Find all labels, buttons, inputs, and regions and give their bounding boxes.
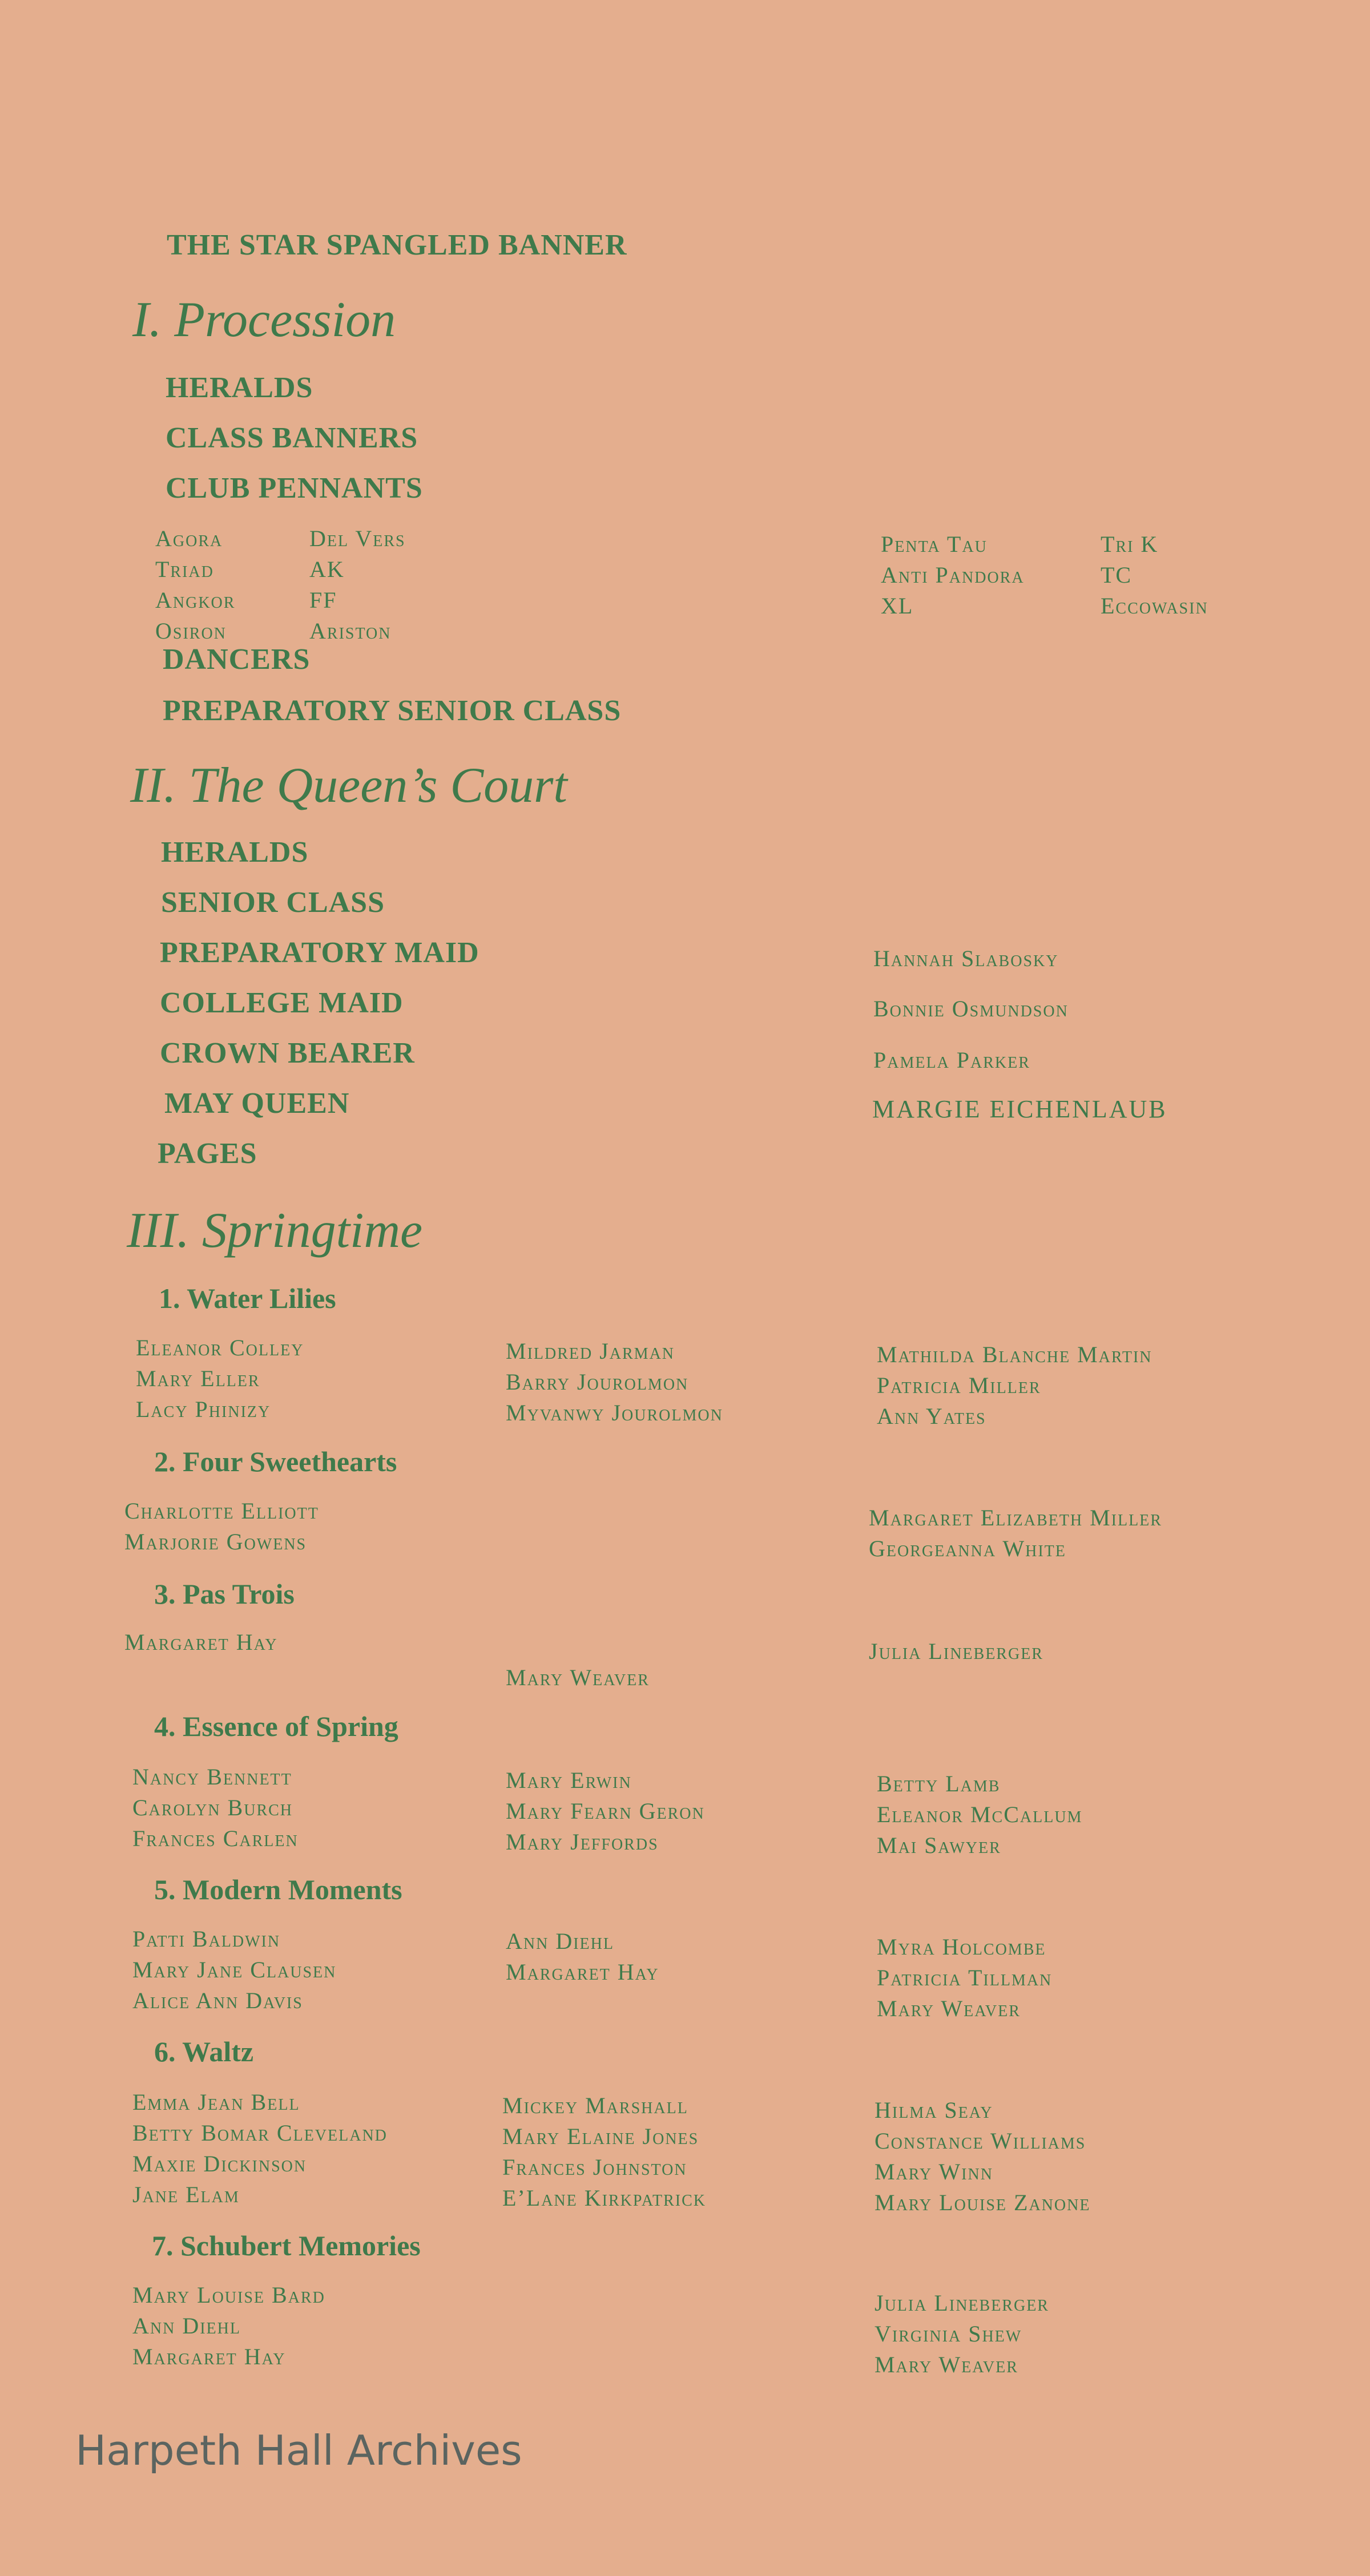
- dancer-name: Hilma Seay: [875, 2097, 993, 2123]
- dancer-column-2: [502, 2090, 706, 2213]
- procession-item: PREPARATORY SENIOR CLASS: [163, 695, 622, 727]
- court-item: HERALDS: [161, 836, 309, 869]
- anthem-title: THE STAR SPANGLED BANNER: [167, 229, 627, 261]
- court-item: COLLEGE MAID: [160, 987, 404, 1019]
- dancer-name: Patricia Tillman: [877, 1965, 1053, 1990]
- club-name: AK: [309, 556, 345, 582]
- clubs-column-2: [309, 523, 406, 646]
- section-queens-court-title: II. The Queen’s Court: [130, 758, 567, 813]
- dancer-name: Patti Baldwin: [132, 1926, 281, 1952]
- clubs-column-4: [1101, 528, 1208, 621]
- dance-title: 1. Water Lilies: [159, 1282, 336, 1314]
- dancer-column-3: [875, 2287, 1049, 2380]
- dancer-name: Eleanor Colley: [136, 1335, 304, 1360]
- dancer-column-3: [877, 1339, 1153, 1431]
- dancer-name: Ann Diehl: [132, 2313, 241, 2339]
- club-name: Eccowasin: [1101, 593, 1208, 619]
- dancer-name: Barry Jourolmon: [506, 1369, 689, 1395]
- club-name: Anti Pandora: [881, 562, 1025, 588]
- dancer-name: Margaret Hay: [132, 2344, 286, 2369]
- procession-item: CLUB PENNANTS: [166, 472, 423, 504]
- dancer-name: Betty Lamb: [877, 1771, 1001, 1796]
- dancer-name: Mathilda Blanche Martin: [877, 1342, 1153, 1367]
- dancer-column-2: [506, 1765, 705, 1857]
- club-name: Del Vers: [309, 526, 406, 551]
- dance-title: 5. Modern Moments: [154, 1874, 402, 1905]
- dancer-name: Mary Louise Zanone: [875, 2190, 1091, 2215]
- procession-item: CLASS BANNERS: [166, 422, 418, 454]
- dancer-name: Julia Lineberger: [875, 2290, 1049, 2316]
- dancer-name: Lacy Phinizy: [136, 1396, 271, 1422]
- archives-watermark: Harpeth Hall Archives: [75, 2426, 522, 2474]
- dancer-column-2: [506, 1335, 723, 1428]
- dancer-column-1: [132, 1761, 299, 1854]
- dancer-name: Mary Jane Clausen: [132, 1957, 337, 1983]
- dancer-name: Alice Ann Davis: [132, 1988, 303, 2013]
- dancer-name: Mary Eller: [136, 1366, 260, 1391]
- clubs-column-1: [155, 523, 235, 646]
- dancer-column-1: [132, 1923, 336, 2016]
- club-name: Angkor: [155, 587, 236, 613]
- dancer-name: Mary Winn: [875, 2159, 993, 2185]
- procession-item: HERALDS: [166, 372, 313, 404]
- dancer-name: Myvanwy Jourolmon: [506, 1400, 723, 1426]
- dancer-name: Mary Erwin: [506, 1767, 632, 1793]
- dancer-name: Margaret Hay: [506, 1959, 659, 1985]
- dancer-name: Emma Jean Bell: [132, 2089, 300, 2115]
- dancer-name: Mary Fearn Geron: [506, 1798, 705, 1824]
- dancer-name: Mary Weaver: [875, 2352, 1018, 2377]
- club-name: Ariston: [309, 618, 392, 644]
- club-name: Agora: [155, 526, 223, 551]
- section-procession-title: I. Procession: [132, 292, 396, 348]
- dancer-name: Mai Sawyer: [877, 1832, 1001, 1858]
- dancer-name: Ann Yates: [877, 1403, 986, 1429]
- dancer-name: Charlotte Elliott: [124, 1498, 319, 1524]
- dancer-name: Mary Jeffords: [506, 1829, 659, 1855]
- clubs-column-3: [881, 528, 1025, 621]
- court-item: SENIOR CLASS: [161, 886, 385, 919]
- dancer-name: Mary Weaver: [877, 1996, 1021, 2021]
- dancer-column-3: [875, 2094, 1090, 2218]
- dancer-name: Mary Weaver: [506, 1665, 650, 1690]
- dancer-name: Jane Elam: [132, 2182, 240, 2207]
- dancer-name: Julia Lineberger: [869, 1638, 1043, 1664]
- court-item: MAY QUEEN: [164, 1087, 350, 1120]
- court-item: CROWN BEARER: [160, 1037, 415, 1069]
- dancer-name: Maxie Dickinson: [132, 2151, 307, 2177]
- dancer-column-3: [869, 1502, 1162, 1564]
- club-name: Penta Tau: [881, 531, 988, 557]
- dancer-column-1: [124, 1495, 319, 1557]
- dancer-name: E’Lane Kirkpatrick: [502, 2185, 706, 2211]
- dancer-name: Mary Louise Bard: [132, 2282, 325, 2308]
- dancer-name: Virginia Shew: [875, 2321, 1022, 2347]
- club-name: XL: [881, 593, 914, 619]
- club-name: FF: [309, 587, 337, 613]
- dancer-column-1: [136, 1332, 304, 1424]
- dancer-name: Mildred Jarman: [506, 1338, 675, 1364]
- dancer-name: Betty Bomar Cleveland: [132, 2120, 388, 2146]
- dancer-name: Frances Carlen: [132, 1826, 299, 1851]
- dancer-column-1: [132, 2086, 388, 2210]
- dancer-name: Nancy Bennett: [132, 1764, 292, 1790]
- dancer-column-3: [877, 1931, 1052, 2024]
- dance-title: 6. Waltz: [154, 2036, 254, 2068]
- dancer-name: Margaret Elizabeth Miller: [869, 1505, 1162, 1531]
- dancer-column-1: [132, 2279, 325, 2372]
- dancer-name: Myra Holcombe: [877, 1934, 1046, 1960]
- dancer-name: Patricia Miller: [877, 1372, 1041, 1398]
- dance-title: 3. Pas Trois: [154, 1578, 295, 1610]
- dance-title: 2. Four Sweethearts: [154, 1446, 397, 1477]
- dancer-name: Ann Diehl: [506, 1928, 614, 1954]
- court-item: PAGES: [158, 1137, 257, 1170]
- club-name: TC: [1101, 562, 1133, 588]
- dancer-name: Carolyn Burch: [132, 1795, 293, 1820]
- dancer-name: Georgeanna White: [869, 1536, 1066, 1561]
- procession-item: DANCERS: [163, 643, 311, 676]
- club-name: Tri K: [1101, 531, 1159, 557]
- may-queen-name: MARGIE EICHENLAUB: [872, 1095, 1167, 1123]
- dance-title: 7. Schubert Memories: [152, 2230, 421, 2262]
- section-springtime-title: III. Springtime: [127, 1203, 423, 1258]
- dancer-column-3: [877, 1768, 1082, 1860]
- dancer-name: Eleanor McCallum: [877, 1802, 1083, 1827]
- court-item: PREPARATORY MAID: [160, 936, 480, 969]
- dance-title: 4. Essence of Spring: [154, 1710, 398, 1742]
- court-name: Bonnie Osmundson: [873, 996, 1069, 1021]
- dancer-name: Frances Johnston: [502, 2154, 687, 2180]
- dancer-name: Marjorie Gowens: [124, 1529, 307, 1555]
- dancer-column-2: [506, 1925, 659, 1987]
- club-name: Osiron: [155, 618, 227, 644]
- club-name: Triad: [155, 556, 214, 582]
- court-name: Pamela Parker: [873, 1047, 1030, 1073]
- dancer-name: Constance Williams: [875, 2128, 1086, 2154]
- court-name: Hannah Slabosky: [873, 946, 1059, 971]
- dancer-name: Mary Elaine Jones: [502, 2123, 699, 2149]
- dancer-name: Margaret Hay: [124, 1629, 278, 1655]
- dancer-name: Mickey Marshall: [502, 2093, 688, 2118]
